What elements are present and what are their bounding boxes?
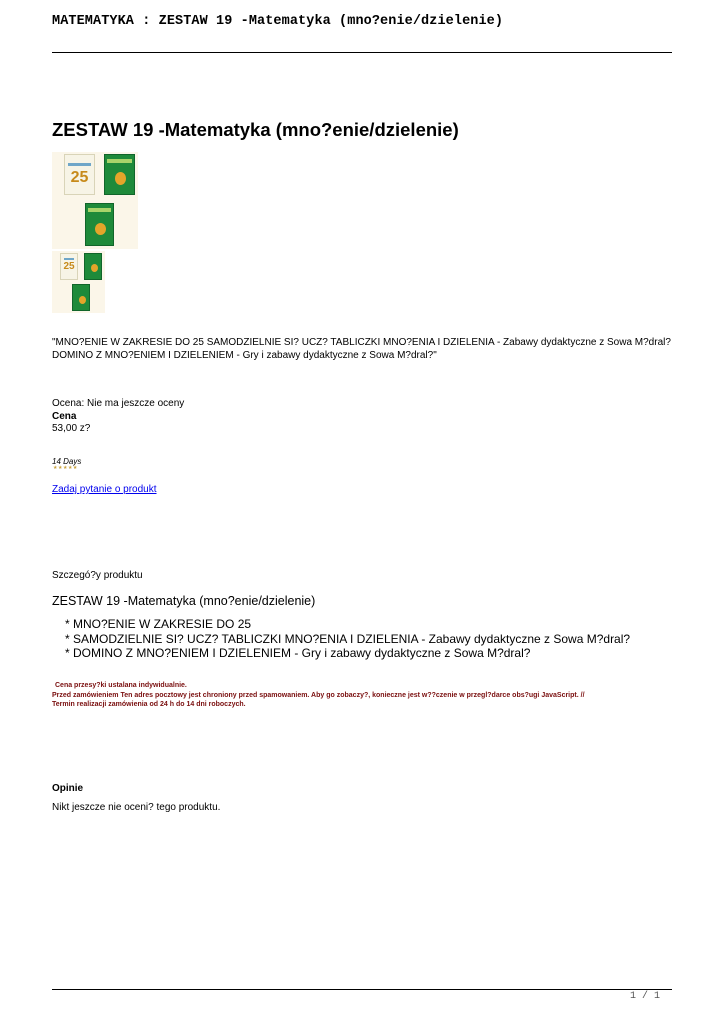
price-value: 53,00 z? <box>52 423 91 434</box>
description-line: "MNO?ENIE W ZAKRESIE DO 25 SAMODZIELNIE SI? UCZ? TABLICZKI MNO?ENIA I DZIELENIA - Zabawy dydaktyczne z Sowa M?dral? <box>52 337 671 348</box>
cover-number-small: 25 <box>63 261 75 272</box>
delivery-days-badge: 14 Days <box>52 457 82 466</box>
feature-list <box>65 617 630 661</box>
book-cover-domino-small <box>72 284 90 311</box>
feature-item: * SAMODZIELNIE SI? UCZ? TABLICZKI MNO?ENIA I DZIELENIA - Zabawy dydaktyczne z Sowa M?dral? <box>65 631 631 646</box>
book-cover-domino <box>85 203 114 246</box>
book-cover-tabliczki <box>104 154 135 195</box>
cover-number: 25 <box>70 169 89 186</box>
lead-time-note: Termin realizacji zamówienia od 24 h do 14 dni roboczych. <box>52 701 246 708</box>
opinions-heading: Opinie <box>52 783 84 794</box>
book-cover-mnozenie <box>64 154 95 195</box>
ask-question-link[interactable]: Zadaj pytanie o produkt <box>52 484 157 495</box>
header-divider <box>52 52 672 53</box>
shipping-price-note: Cena przesy?ki ustalana indywidualnie. <box>55 682 187 689</box>
rating-block <box>52 398 184 436</box>
rating-text: Ocena: Nie ma jeszcze oceny <box>52 398 185 409</box>
shipping-note <box>52 681 585 710</box>
page-number: 1 / 1 <box>629 991 660 1002</box>
footer-divider <box>52 989 672 990</box>
price-label: Cena <box>52 410 77 422</box>
feature-item: * MNO?ENIE W ZAKRESIE DO 25 <box>65 617 252 631</box>
product-title: ZESTAW 19 -Matematyka (mno?enie/dzielenie) <box>52 119 459 140</box>
opinions-empty-text: Nikt jeszcze nie oceni? tego produktu. <box>52 802 221 813</box>
book-cover-tabliczki-small <box>84 253 102 280</box>
description-line: DOMINO Z MNO?ENIEM I DZIELENIEM - Gry i zabawy dydaktyczne z Sowa M?dral?" <box>52 349 437 361</box>
star-rating-icon: ★★★★★ <box>53 465 78 471</box>
details-product-name: ZESTAW 19 -Matematyka (mno?enie/dzielenie) <box>52 594 316 608</box>
running-title: MATEMATYKA : ZESTAW 19 -Matematyka (mno?enie/dzielenie) <box>52 14 504 29</box>
email-protected-note: Przed zamówieniem Ten adres pocztowy jest chroniony przed spamowaniem. Aby go zobaczy?, konieczne jest w??czenie w przegl?darce obs?ugi JavaScript. // <box>52 691 585 699</box>
book-cover-mnozenie-small <box>60 253 78 280</box>
product-description <box>52 337 672 362</box>
feature-item: * DOMINO Z MNO?ENIEM I DZIELENIEM - Gry i zabawy dydaktyczne z Sowa M?dral? <box>65 646 531 660</box>
details-heading: Szczegó?y produktu <box>52 570 143 581</box>
